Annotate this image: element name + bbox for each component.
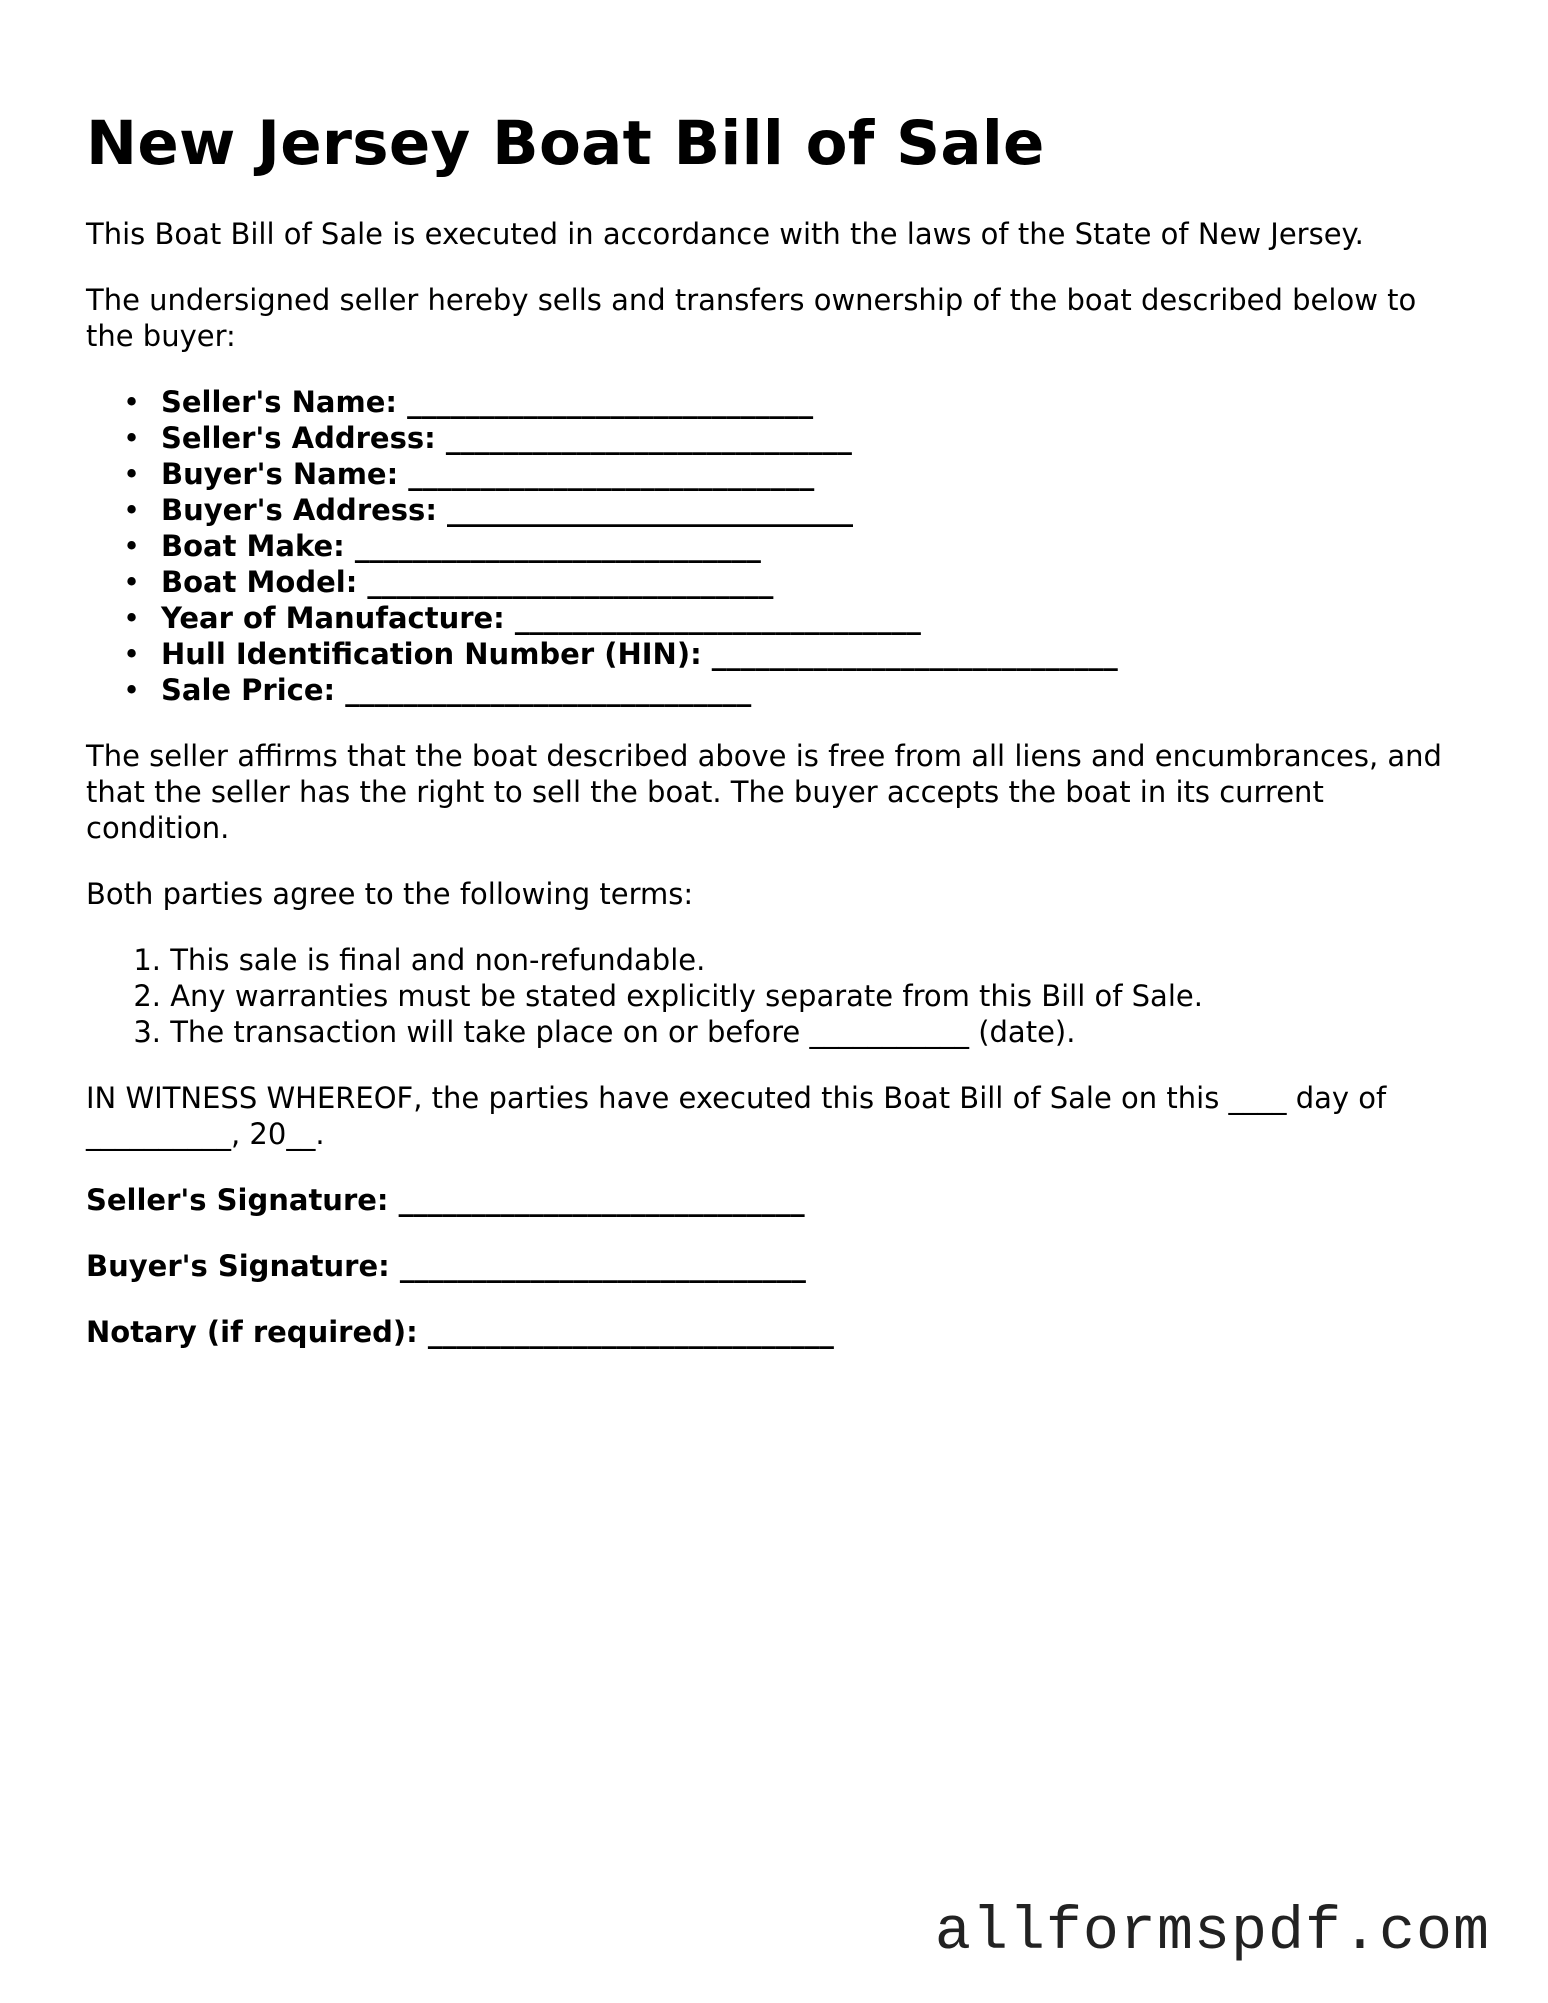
witness-paragraph: IN WITNESS WHEREOF, the parties have executed this Boat Bill of Sale on this ____ day of __________, 20__. [86, 1081, 1387, 1151]
field-blank[interactable]: ____________________________ [354, 529, 761, 563]
boat-details-list [86, 384, 1466, 708]
signature-label: Notary (if required): [86, 1315, 418, 1349]
transfer-statement: The undersigned seller hereby sells and transfers ownership of the boat described below to the buyer: [86, 283, 1417, 353]
bullet-icon: • [123, 421, 141, 455]
field-label: Seller's Name: [161, 385, 397, 419]
bullet-icon: • [123, 637, 141, 671]
signature-label: Buyer's Signature: [86, 1249, 390, 1283]
field-label: Hull Identification Number (HIN): [161, 637, 702, 671]
field-blank[interactable]: ____________________________ [447, 493, 854, 527]
document-page [86, 102, 1466, 1350]
field-buyers-name [123, 456, 1466, 492]
sellers-signature-line [86, 1182, 1466, 1218]
signature-blank[interactable]: ____________________________ [399, 1249, 806, 1283]
field-label: Sale Price: [161, 673, 336, 707]
field-boat-make [123, 528, 1466, 564]
field-blank[interactable]: ____________________________ [345, 673, 752, 707]
field-buyers-address [123, 492, 1466, 528]
term-number: 1. [133, 943, 161, 977]
bullet-icon: • [123, 385, 141, 419]
signature-label: Seller's Signature: [86, 1183, 389, 1217]
field-year-of-manufacture [123, 600, 1466, 636]
bullet-icon: • [123, 457, 141, 491]
field-blank[interactable]: ____________________________ [711, 637, 1118, 671]
document-title: New Jersey Boat Bill of Sale [86, 108, 1045, 179]
signature-blank[interactable]: ____________________________ [398, 1183, 805, 1217]
field-hin [123, 636, 1466, 672]
field-blank[interactable]: ____________________________ [408, 457, 815, 491]
field-label: Buyer's Address: [161, 493, 437, 527]
field-sellers-name [123, 384, 1466, 420]
buyers-signature-line [86, 1248, 1466, 1284]
bullet-icon: • [123, 673, 141, 707]
field-sellers-address [123, 420, 1466, 456]
field-label: Boat Model: [161, 565, 358, 599]
term-item [124, 942, 1466, 978]
intro-paragraph: This Boat Bill of Sale is executed in accordance with the laws of the State of New Jersey. [86, 217, 1364, 251]
term-item [124, 1014, 1466, 1050]
term-number: 3. [133, 1015, 161, 1049]
affirmation-paragraph: The seller affirms that the boat described above is free from all liens and encumbrances, and that the seller has the right to sell the boat. The buyer accepts the boat in its current condition. [86, 739, 1442, 845]
terms-intro: Both parties agree to the following terms: [86, 877, 694, 911]
field-label: Seller's Address: [161, 421, 436, 455]
bullet-icon: • [123, 493, 141, 527]
term-number: 2. [133, 979, 161, 1013]
notary-signature-line [86, 1314, 1466, 1350]
signature-blank[interactable]: ____________________________ [427, 1315, 834, 1349]
field-blank[interactable]: ____________________________ [407, 385, 814, 419]
field-blank[interactable]: ____________________________ [367, 565, 774, 599]
term-text: This sale is final and non-refundable. [170, 943, 706, 977]
field-sale-price [123, 672, 1466, 708]
term-item [124, 978, 1466, 1014]
term-text: Any warranties must be stated explicitly separate from this Bill of Sale. [170, 979, 1203, 1013]
watermark-text: allformspdf.com [934, 1899, 1490, 1967]
field-label: Year of Manufacture: [161, 601, 505, 635]
field-label: Buyer's Name: [161, 457, 399, 491]
bullet-icon: • [123, 529, 141, 563]
field-label: Boat Make: [161, 529, 345, 563]
terms-list [86, 942, 1466, 1050]
bullet-icon: • [123, 565, 141, 599]
field-boat-model [123, 564, 1466, 600]
field-blank[interactable]: ____________________________ [514, 601, 921, 635]
bullet-icon: • [123, 601, 141, 635]
term-text: The transaction will take place on or before ___________ (date). [170, 1015, 1076, 1049]
field-blank[interactable]: ____________________________ [445, 421, 852, 455]
